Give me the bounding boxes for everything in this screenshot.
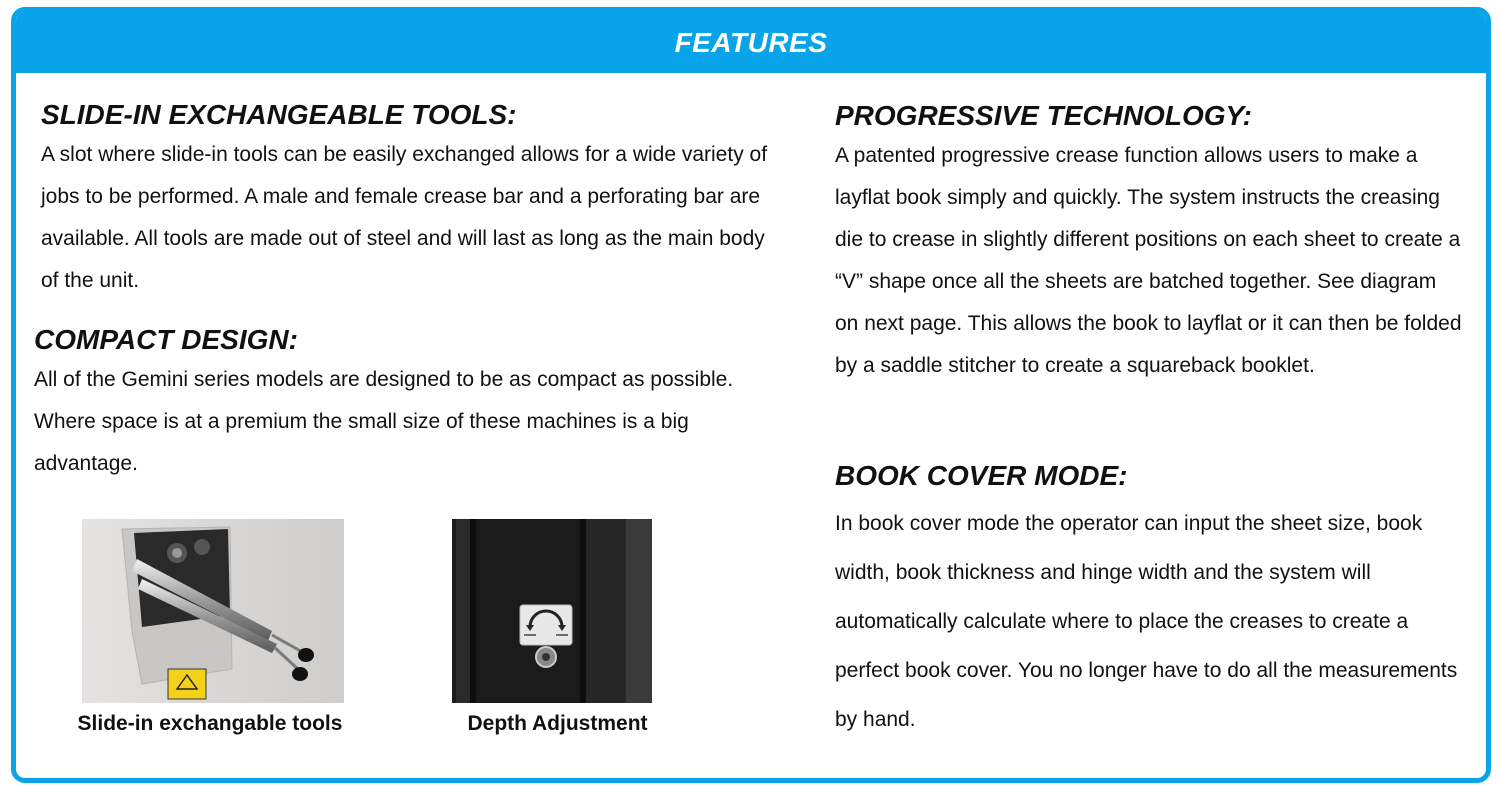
section-body: All of the Gemini series models are designed to be as compact as possible. Where space is at a premium the small size of these machines is a big advantage. [34,368,734,475]
depth-adjustment-illustration [452,519,652,703]
section-heading: SLIDE-IN EXCHANGEABLE TOOLS: [41,99,517,130]
slide-in-tools-photo [82,519,344,703]
tools-photo-caption: Slide-in exchangable tools [77,712,343,735]
features-title: FEATURES [674,27,828,58]
section-compact-design [34,323,784,485]
section-heading: PROGRESSIVE TECHNOLOGY: [835,100,1252,131]
section-progressive-technology [835,99,1465,387]
section-heading: COMPACT DESIGN: [34,324,298,355]
section-body: In book cover mode the operator can input the sheet size, book width, book thickness and hinge width and the system will automatically calculate where to place the creases to create a perfect book cover. You no longer have to do all the measurements by hand. [835,512,1458,731]
depth-photo-caption: Depth Adjustment [467,712,648,735]
section-body: A slot where slide-in tools can be easily exchanged allows for a wide variety of jobs to be performed. A male and female crease bar and a perforating bar are available. All tools are made out of steel and will last as long as the main body of the unit. [41,143,768,292]
section-heading: BOOK COVER MODE: [835,460,1128,491]
features-banner [16,12,1486,73]
depth-adjustment-photo [452,519,652,703]
section-body: A patented progressive crease function allows users to make a layflat book simply and quickly. The system instructs the creasing die to crease in slightly different positions on each sheet to create a “V” shape once all the sheets are batched together. See diagram on next page. This allows the book to layflat or it can then be folded by a saddle stitcher to create a squareback booklet. [835,144,1462,377]
section-slide-in-tools [41,98,781,302]
section-book-cover-mode [835,459,1465,744]
slide-in-tools-illustration [82,519,344,703]
